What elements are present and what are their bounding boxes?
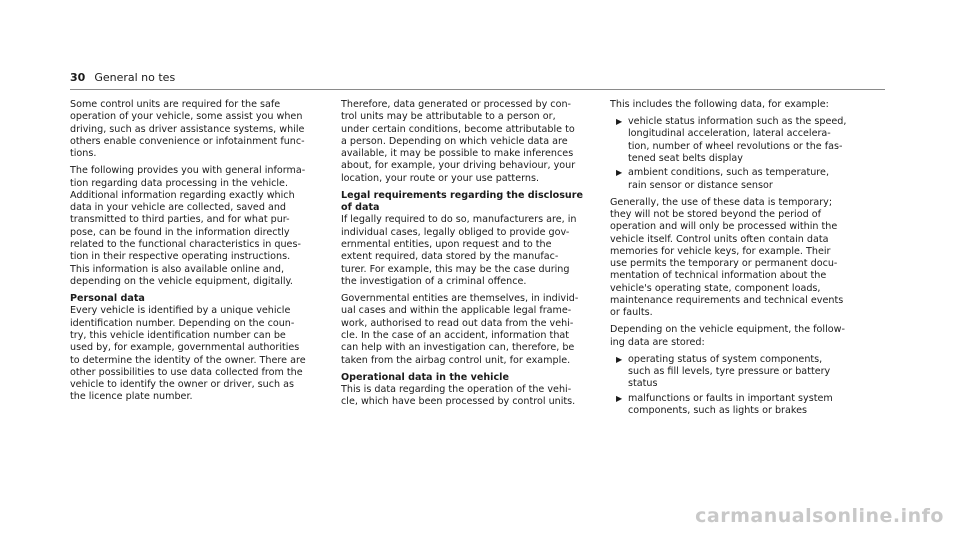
paragraph (70, 305, 322, 403)
text-line: or faults. (610, 307, 653, 319)
text-line: transmitted to third parties, and for what pur- (70, 214, 290, 226)
bullet-list (610, 116, 885, 192)
text-line: try, this vehicle identification number can be (70, 329, 286, 341)
text-line: vehicle itself. Control units often contain data (610, 233, 829, 245)
page-number: 30 (70, 71, 86, 84)
section-heading: of data (341, 202, 380, 214)
column-2 (341, 99, 593, 413)
text-line: ernmental entities, upon request and to the (341, 239, 552, 251)
text-line: ambient conditions, such as temperature, (628, 167, 829, 179)
text-line: vehicle to identify the owner or driver, such as (70, 379, 295, 391)
text-line: mentation of technical information about the (610, 270, 827, 282)
text-line: extent required, data stored by the manufac- (341, 251, 559, 263)
text-line: work, authorised to read out data from the vehi- (341, 317, 574, 329)
list-item (610, 116, 885, 165)
text-line: Generally, the use of these data is temporary; (610, 196, 833, 208)
text-line: If legally required to do so, manufacturers are, in (341, 214, 577, 226)
text-line: can help with an investigation can, therefore, be (341, 342, 575, 354)
text-line: pose, can be found in the information directly (70, 226, 290, 238)
text-line: data in your vehicle are collected, saved and (70, 202, 287, 214)
paragraph (70, 99, 322, 160)
text-line: Some control units are required for the safe (70, 99, 281, 110)
list-item (610, 354, 885, 391)
text-line: tion in their respective operating instructions. (70, 251, 291, 263)
text-line: status (628, 378, 658, 390)
text-line: about, for example, your driving behaviour, your (341, 160, 576, 172)
text-line: longitudinal acceleration, lateral accelera- (628, 128, 831, 140)
section-heading: Operational data in the vehicle (341, 371, 509, 383)
text-line: to determine the identity of the owner. There are (70, 354, 306, 366)
paragraph (610, 324, 885, 349)
text-line: related to the functional characteristics in ques- (70, 239, 301, 251)
text-line: available, it may be possible to make inferences (341, 148, 574, 160)
text-line: vehicle's operating state, component loads, (610, 282, 821, 294)
text-line: This is data regarding the operation of the vehi- (341, 383, 572, 395)
text-line: operation of your vehicle, some assist you when (70, 111, 303, 123)
text-line: Additional information regarding exactly which (70, 189, 295, 201)
text-line: they will not be stored beyond the period of (610, 208, 821, 220)
text-line: tion, number of wheel revolutions or the fas- (628, 140, 843, 152)
text-line: driving, such as driver assistance systems, while (70, 123, 305, 135)
bullet-triangle-icon: ▶ (616, 117, 623, 127)
paragraph (341, 293, 593, 367)
text-line: malfunctions or faults in important system (628, 392, 833, 404)
bullet-triangle-icon: ▶ (616, 168, 623, 178)
text-line: operating status of system components, (628, 353, 823, 365)
paragraph (341, 384, 593, 409)
section-heading: Legal requirements regarding the disclosure (341, 189, 583, 201)
text-line: Therefore, data generated or processed by con- (341, 99, 571, 110)
text-line: ing data are stored: (610, 336, 705, 348)
text-line: This includes the following data, for example: (610, 99, 829, 110)
text-line: the licence plate number. (70, 391, 193, 403)
text-line: ual cases and within the applicable legal frame- (341, 305, 572, 317)
text-line: identification number. Depending on the coun- (70, 317, 295, 329)
text-line: maintenance requirements and technical events (610, 295, 844, 307)
header-divider (70, 89, 885, 90)
text-line: such as fill levels, tyre pressure or battery (628, 366, 831, 378)
text-line: This information is also available online and, (70, 263, 285, 275)
page-header (70, 70, 175, 86)
text-line: operation and will only be processed within the (610, 221, 838, 233)
text-line: individual cases, legally obliged to provide gov- (341, 226, 570, 238)
text-line: vehicle status information such as the speed, (628, 116, 847, 128)
text-line: tion regarding data processing in the vehicle. (70, 177, 288, 189)
text-line: used by, for example, governmental authorities (70, 342, 300, 354)
bullet-triangle-icon: ▶ (616, 354, 623, 364)
text-line: location, your route or your use patterns. (341, 172, 539, 184)
text-line: memories for vehicle keys, for example. Their (610, 245, 831, 257)
watermark (0, 505, 960, 533)
text-line: others enable convenience or infotainment func- (70, 135, 305, 147)
list-item (610, 167, 885, 192)
text-line: cle. In the case of an accident, information that (341, 329, 570, 341)
text-line: a person. Depending on which vehicle data are (341, 135, 568, 147)
text-line: turer. For example, this may be the case during (341, 263, 570, 275)
list-item (610, 393, 885, 418)
paragraph (70, 165, 322, 288)
text-line: under certain conditions, become attributable to (341, 123, 575, 135)
text-line: The following provides you with general informa- (70, 165, 306, 177)
text-line: taken from the airbag control unit, for example. (341, 354, 571, 366)
text-line: Every vehicle is identified by a unique vehicle (70, 305, 291, 317)
bullet-triangle-icon: ▶ (616, 393, 623, 403)
bullet-list (610, 354, 885, 417)
column-1 (70, 99, 322, 409)
text-line: components, such as lights or brakes (628, 405, 807, 417)
column-3 (610, 99, 885, 422)
text-line: Governmental entities are themselves, in individ- (341, 293, 579, 305)
paragraph (341, 99, 593, 185)
text-line: cle, which have been processed by control units. (341, 396, 576, 408)
text-line: depending on the vehicle equipment, digitally. (70, 275, 293, 287)
text-line: rain sensor or distance sensor (628, 179, 773, 191)
paragraph (610, 99, 885, 111)
text-line: the investigation of a criminal offence. (341, 275, 527, 287)
text-line: use permits the temporary or permanent docu- (610, 258, 838, 270)
section-heading: Personal data (70, 293, 145, 305)
section-title: General no tes (94, 71, 176, 84)
text-line: Depending on the vehicle equipment, the follow- (610, 324, 845, 336)
text-line: tened seat belts display (628, 152, 743, 164)
text-line: other possibilities to use data collected from the (70, 366, 303, 378)
paragraph (610, 197, 885, 320)
text-line: tions. (70, 148, 97, 160)
text-line: trol units may be attributable to a person or, (341, 111, 556, 123)
paragraph (341, 214, 593, 288)
watermark-text: carmanualsonline.info (695, 505, 944, 527)
